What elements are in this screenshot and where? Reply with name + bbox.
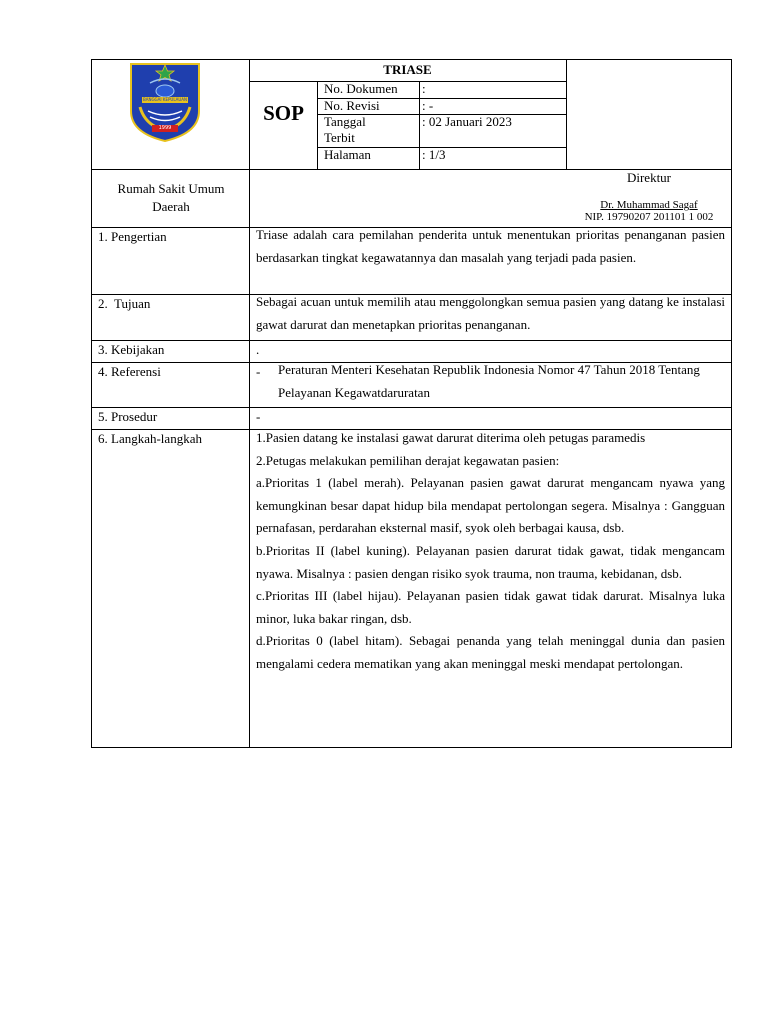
section-text-kebijakan: . bbox=[256, 342, 260, 357]
langkah-step-1: 1.Pasien datang ke instalasi gawat darurat diterima oleh petugas paramedis bbox=[256, 430, 646, 445]
langkah-priority-2: b.Prioritas II (label kuning). Pelayanan pasien darurat tidak gawat, tidak mengancam nyawa. Misalnya : pasien dengan risiko syok trauma, non trauma, kebidanan, dsb. bbox=[256, 542, 725, 581]
logo-banner-text: BANGGAI KEPULAUAN bbox=[142, 97, 188, 102]
tujuan-text: Sebagai acuan untuk memilih atau menggolongkan semua pasien yang datang ke instalasi gawat darurat dan menetapkan prioritas penanganan. bbox=[256, 294, 725, 332]
section-label-pengertian: 1. Pengertian bbox=[98, 229, 167, 244]
langkah-priority-3: c.Prioritas III (label hijau). Pelayanan pasien tidak gawat tidak darurat. Misalnya luka minor, luka bakar ringan, dsb. bbox=[256, 588, 725, 626]
director-name: Dr. Muhammad Sagaf bbox=[600, 199, 698, 211]
section-text-tujuan bbox=[256, 291, 725, 336]
doc-info-label-halaman: Halaman bbox=[324, 147, 371, 162]
section-label-kebijakan: 3. Kebijakan bbox=[98, 342, 165, 357]
section-label-tujuan: 2. Tujuan bbox=[98, 296, 151, 311]
hospital-logo bbox=[128, 61, 202, 143]
director-title: Direktur bbox=[626, 170, 672, 185]
director-nip: NIP. 19790207 201101 1 002 bbox=[584, 211, 714, 223]
section-label-prosedur: 5. Prosedur bbox=[98, 409, 158, 424]
logo-year: 1999 bbox=[158, 125, 172, 131]
doc-info-value-revisi: : - bbox=[422, 98, 434, 113]
referensi-bullet: - bbox=[256, 364, 261, 379]
doc-info-label-tanggal: Tanggal Terbit bbox=[324, 114, 366, 145]
langkah-step-2: 2.Petugas melakukan pemilihan derajat kegawatan pasien: bbox=[256, 452, 560, 468]
section-text-prosedur: - bbox=[256, 409, 261, 424]
section-text-langkah bbox=[256, 427, 725, 676]
section-label-langkah: 6. Langkah-langkah bbox=[98, 431, 202, 446]
doc-info-value-halaman: : 1/3 bbox=[422, 147, 446, 162]
referensi-text: Peraturan Menteri Kesehatan Republik Indonesia Nomor 47 Tahun 2018 Tentang Pelayanan Kegawatdaruratan bbox=[278, 362, 700, 400]
document-title: TRIASE bbox=[383, 62, 432, 77]
sop-label: SOP bbox=[263, 101, 304, 125]
section-text-referensi bbox=[278, 359, 725, 404]
section-label-referensi: 4. Referensi bbox=[98, 364, 161, 379]
doc-info-value-tanggal: : 02 Januari 2023 bbox=[422, 114, 512, 129]
langkah-priority-1: a.Prioritas 1 (label merah). Pelayanan pasien gawat darurat mengancam nyawa yang kemungkinan besar dapat hidup bila mendapat pertolongan segera. Misalnya : Gangguan pernafasan, perdarahan eksternal masif, syok oleh berbagai kausa, dsb. bbox=[256, 475, 725, 536]
doc-info-value-dokumen: : bbox=[422, 81, 426, 96]
doc-info-label-dokumen: No. Dokumen bbox=[324, 81, 398, 96]
pengertian-text: Triase adalah cara pemilahan penderita untuk menentukan prioritas penanganan pasien berdasarkan tingkat kegawatannya dan masalah yang terjadi pada pasien. bbox=[256, 227, 725, 265]
doc-info-label-revisi: No. Revisi bbox=[324, 98, 380, 113]
section-text-pengertian bbox=[256, 224, 725, 269]
langkah-priority-0: d.Prioritas 0 (label hitam). Sebagai penanda yang telah meninggal dunia dan pasien mengalami cedera mematikan yang akan meninggal meski mendapat pertolongan. bbox=[256, 633, 725, 671]
hospital-name: Rumah Sakit Umum Daerah bbox=[117, 181, 225, 214]
